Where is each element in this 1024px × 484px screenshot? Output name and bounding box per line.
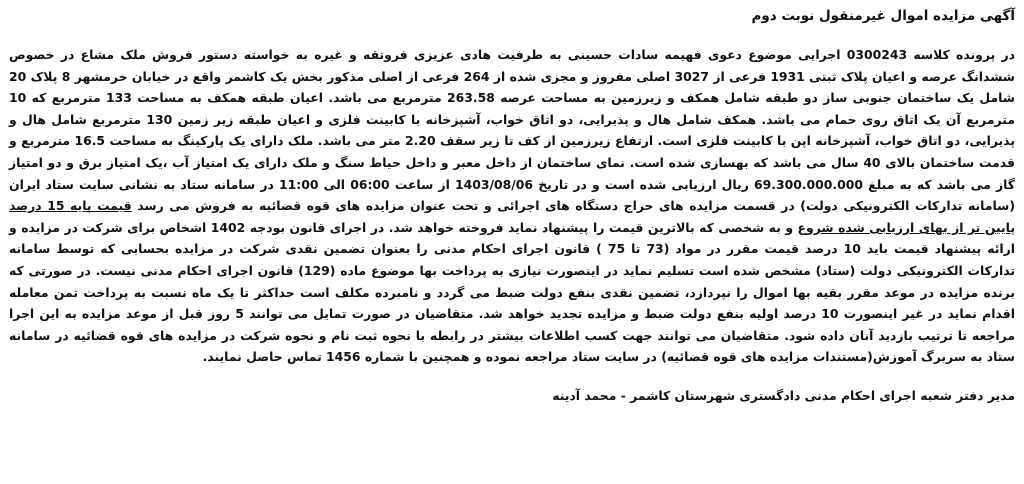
notice-body-underlined: قیمت پایه 15 درصد پایین تر از بهای ارزیابی شده شروع	[9, 198, 1015, 235]
notice-body-part1: در پرونده کلاسه 0300243 اجرایی موضوع دعوی فهیمه سادات حسینی به طرفیت هادی عزیزی فروتقه و غیره به خواسته دستور فروش ملک مشاع در خصوص ششدانگ عرصه و اعیان پلاک ثبتی 1931 فرعی از 3027 اصلی مفروز و مجزی شده از 264 فرعی از اصلی مذکور بخش یک کاشمر واقع در خیابان خرمشهر 8 پلاک 20 شامل یک ساختمان جنوبی ساز دو طبقه شامل همکف و زیرزمین به مساحت عرصه 263.58 مترمربع می باشد. اعیان طبقه همکف به مساحت 133 مترمربع که 10 مترمربع آن یک اتاق روی حمام می باشد. همکف شامل هال و پذیرایی، دو اتاق خواب، آشپزخانه با کابینت فلزی و اعیان طبقه زیر زمین 130 مترمربع شامل هال و پذیرایی، دو اتاق خواب، آشپزخانه اپن با کابینت فلزی است. ارتفاع زیرزمین از کف تا زیر سقف 2.20 متر می باشد. ملک دارای یک پارکینگ به مساحت 16.5 مترمربع و قدمت ساختمان بالای 40 سال می باشد که بهسازی شده است. نمای ساختمان از داخل معبر و داخل حیاط سنگ و ملک دارای یک امتیاز آب ،یک امتیاز برق و دو امتیاز گاز می باشد که به مبلغ 69.300.000.000 ریال ارزیابی شده است و در تاریخ 1403/08/06 از ساعت 06:00 الی 11:00 در سامانه ستاد به نشانی سایت ستاد ایران (سامانه تدارکات الکترونیکی دولت) در قسمت مزایده های حراج دستگاه های اجرائی و تحت عنوان مزایده های قوه قضائیه به فروش می رسد	[9, 47, 1016, 214]
notice-body	[9, 44, 1015, 368]
notice-signature: مدیر دفتر شعبه اجرای احکام مدنی دادگستری شهرستان کاشمر - محمد آدینه	[552, 387, 1015, 403]
notice-body-part2: و به شخصی که بالاترین قیمت را پیشنهاد نماید فروخته خواهد شد. در اجرای قانون بودجه 1402 اشخاص برای شرکت در مزایده و ارائه پیشنهاد قیمت باید 10 درصد قیمت مقرر در مواد (73 تا 75 ) قانون اجرای احکام مدنی را بعنوان تضمین نقدی شرکت در مزایده بحسابی که توسط سامانه تدارکات الکترونیکی دولت (ستاد) مشخص شده است تسلیم نماید در اینصورت نیازی به پرداخت بها موضوع ماده (129) قانون اجرای احکام مدنی نیست. در صورتی که برنده مزایده در موعد مقرر بقیه بها اموال را نپردازد، تضمین نقدی بنفع دولت ضبط می گردد و نامبرده مکلف است حداکثر تا یک ماه نسبت به پرداخت ثمن معامله اقدام نماید در غیر اینصورت 10 درصد اولیه بنفع دولت ضبط و مزایده تجدید خواهد شد. متقاضیان در صورت تمایل می توانند 5 روز قبل از موعد مزایده به این اجرا مراجعه تا ترتیب بازدید آنان داده شود. متقاضیان می توانند جهت کسب اطلاعات بیشتر در رابطه با نحوه ثبت نام و نحوه شرکت در مزایده های قوه قضائیه در سامانه ستاد به سربرگ آموزش(مستندات مزایده های قوه قضائیه) در سایت ستاد مراجعه نموده و همچنین با شماره 1456 تماس حاصل نمایند.	[9, 219, 1016, 365]
notice-title: آگهی مزایده اموال غیرمنقول نوبت دوم	[751, 8, 1015, 24]
